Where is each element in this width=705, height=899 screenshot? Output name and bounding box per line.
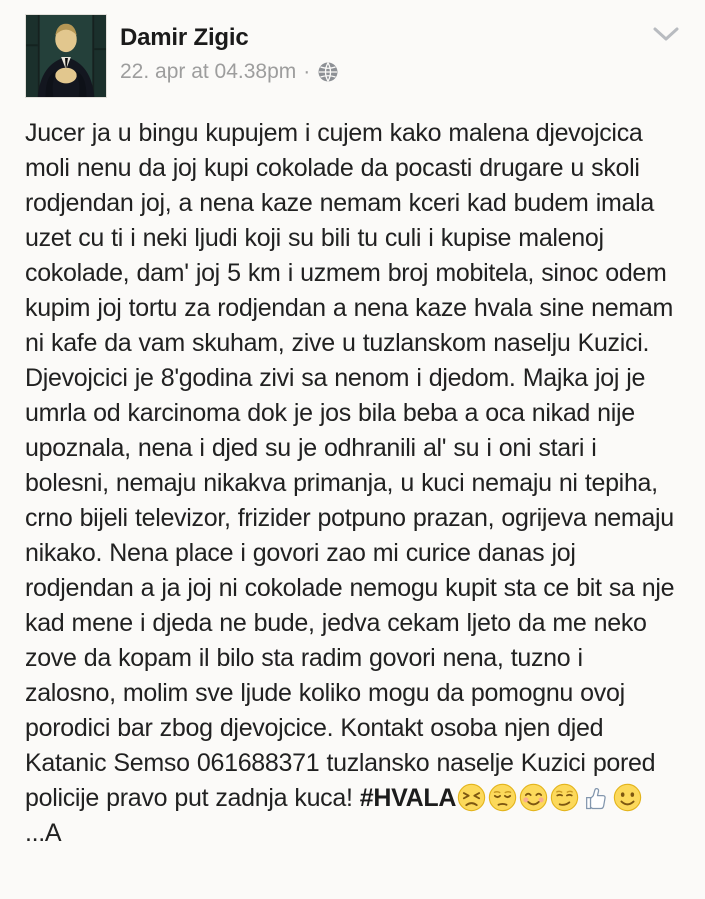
post-header bbox=[0, 0, 705, 110]
author-name[interactable]: Damir Zigic bbox=[120, 24, 249, 51]
meta-separator: · bbox=[303, 60, 311, 83]
globe-icon bbox=[317, 61, 339, 83]
hashtag[interactable]: #HVALA bbox=[359, 784, 457, 812]
smiling-face-blush-emoji-icon bbox=[519, 783, 548, 812]
smirking-face-emoji-icon bbox=[550, 783, 579, 812]
post-meta bbox=[120, 60, 339, 84]
slightly-smiling-face-emoji-icon bbox=[613, 783, 642, 812]
post-body bbox=[0, 110, 705, 851]
post-text: Jucer ja u bingu kupujem i cujem kako malena djevojcica moli nenu da joj kupi cokolade da pocasti drugare u skoli rodjendan joj, a nena kaze nemam kceri kad budem imala uzet cu ti i neki ljudi koji su bili tu culi i kupise malenoj cokolade, dam' joj 5 km i uzmem broj mobitela, sinoc odem kupim joj tortu za rodjendan a nena kaze hvala sine nemam ni kafe da vam skuham, zive u tuzlanskom naselju Kuzici. Djevojcici je 8'godina zivi sa nenom i djedom. Majka joj je umrla od karcinoma dok je jos bila beba a oca nikad nije upoznala, nena i djed su je odhranili al' su i oni stari i bolesni, nemaju nikakva primanja, u kuci nemaju ni tepiha, crno bijeli televizor, frizider potpuno prazan, ogrijeva nemaju nikako. Nena place i govori zao mi curice danas joj rodjendan a ja joj ni cokolade nemogu kupit sta ce bit sa nje kad mene i djeda ne bude, jedva cekam ljeto da me neko zove da kopam il bilo sta radim govori nena, tuzno i zalosno, molim sve ljude koliko mogu da pomognu ovoj porodici bar zbog djevojcice. Kontakt osoba njen djed Katanic Semso 061688371 tuzlansko naselje Kuzici pored policije pravo put zadnja kuca! bbox=[25, 119, 675, 812]
header-text bbox=[120, 24, 339, 84]
chevron-down-icon[interactable] bbox=[651, 26, 681, 49]
persevering-face-emoji-icon bbox=[457, 783, 486, 812]
timestamp[interactable]: 22. apr at 04.38pm bbox=[120, 60, 297, 83]
post-trailing: ...A bbox=[25, 819, 62, 847]
thumbs-up-emoji-icon bbox=[582, 784, 610, 812]
avatar[interactable] bbox=[25, 14, 107, 98]
emoji-row bbox=[456, 784, 643, 812]
avatar-image bbox=[26, 15, 106, 97]
pensive-face-emoji-icon bbox=[488, 783, 517, 812]
